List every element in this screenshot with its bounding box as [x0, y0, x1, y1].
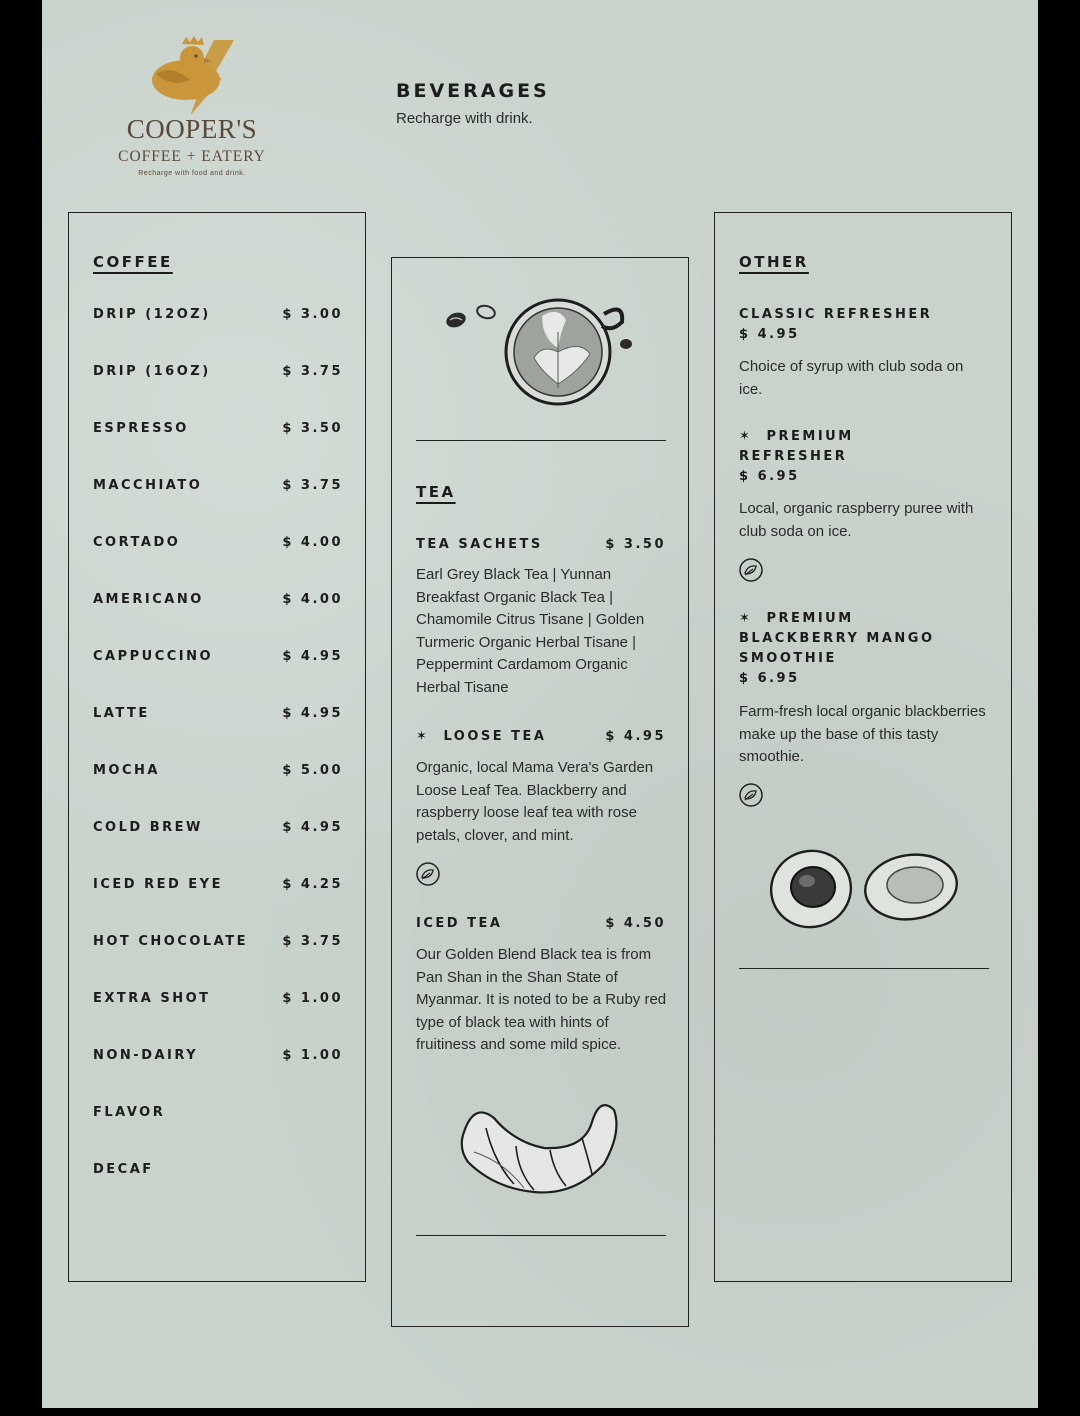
- coffee-item-price: $ 1.00: [282, 1048, 343, 1063]
- coffee-item-row: [93, 364, 343, 384]
- coffee-item-name: DRIP (12OZ): [93, 307, 211, 322]
- divider: [739, 968, 989, 969]
- page-subtitle: Recharge with drink.: [396, 110, 533, 127]
- coffee-item-row: [93, 592, 343, 612]
- other-item-price: $ 4.95: [739, 327, 800, 342]
- coffee-item-name: MACCHIATO: [93, 478, 203, 493]
- coffee-item-row: [93, 877, 343, 897]
- coffee-item-name: EXTRA SHOT: [93, 991, 211, 1006]
- tea-item-description: Our Golden Blend Black tea is from Pan Shan in the Shan State of Myanmar. It is noted to be a Ruby red type of black tea with hints of fruitiness and some mild spice.: [416, 946, 667, 1054]
- other-item-name: ✶ PREMIUM: [739, 611, 854, 626]
- coffee-item-price: $ 3.75: [282, 934, 343, 949]
- coffee-item-price: $ 4.00: [282, 592, 343, 607]
- tea-item-row: [416, 729, 666, 749]
- other-item-name: CLASSIC REFRESHER: [739, 307, 933, 322]
- coffee-section: [68, 212, 366, 1282]
- coffee-item-name: COLD BREW: [93, 820, 203, 835]
- star-icon: ✶: [416, 729, 430, 744]
- coffee-item-row: [93, 1162, 343, 1182]
- tea-item-name: TEA SACHETS: [416, 537, 543, 552]
- star-icon: ✶: [739, 611, 753, 626]
- leaf-icon: [739, 783, 763, 807]
- coffee-item-row: [93, 478, 343, 498]
- tea-item-row: [416, 537, 666, 557]
- other-item-name-line2: REFRESHER: [739, 449, 848, 464]
- coffee-item-row: [93, 991, 343, 1011]
- coffee-item-row: [93, 934, 343, 954]
- leaf-icon: [416, 862, 440, 886]
- coffee-item-row: [93, 649, 343, 669]
- brand-name: COOPER'S: [126, 114, 258, 144]
- coffee-item-row: [93, 820, 343, 840]
- croissant-illustration: [454, 1092, 624, 1202]
- coffee-item-name: DRIP (16OZ): [93, 364, 211, 379]
- coffee-item-name: ICED RED EYE: [93, 877, 223, 892]
- coffee-item-price: $ 4.95: [282, 706, 343, 721]
- coffee-item-price: $ 4.25: [282, 877, 343, 892]
- tea-item-price: $ 3.50: [605, 537, 666, 552]
- coffee-item-name: NON-DAIRY: [93, 1048, 199, 1063]
- coffee-item-price: $ 3.75: [282, 364, 343, 379]
- coffee-item-row: [93, 763, 343, 783]
- coffee-item-row: [93, 706, 343, 726]
- star-icon: ✶: [739, 429, 753, 444]
- coffee-item-row: [93, 535, 343, 555]
- coffee-item-name: DECAF: [93, 1162, 154, 1177]
- leaf-icon: [739, 558, 763, 582]
- divider: [416, 440, 666, 441]
- other-item-price: $ 6.95: [739, 469, 800, 484]
- other-item-description: Farm-fresh local organic blackberries make up the base of this tasty smoothie.: [739, 703, 986, 766]
- other-item-name: ✶ PREMIUM: [739, 429, 854, 444]
- avocado-illustration: [767, 843, 963, 933]
- other-item-price: $ 6.95: [739, 671, 800, 686]
- coffee-item-price: $ 3.00: [282, 307, 343, 322]
- coffee-item-name: CORTADO: [93, 535, 181, 550]
- other-item-description: Choice of syrup with club soda on ice.: [739, 358, 964, 398]
- divider: [416, 1235, 666, 1236]
- coffee-item-row: [93, 1105, 343, 1125]
- page-title: BEVERAGES: [396, 80, 550, 102]
- coffee-item-row: [93, 421, 343, 441]
- tea-section-title: TEA: [416, 483, 456, 501]
- coffee-item-price: $ 5.00: [282, 763, 343, 778]
- other-item-name-line2: BLACKBERRY MANGO: [739, 631, 935, 646]
- tea-item-description: Organic, local Mama Vera's Garden Loose Leaf Tea. Blackberry and raspberry loose leaf tea with rose petals, clover, and mint.: [416, 759, 654, 844]
- tea-item-row: [416, 916, 666, 936]
- other-item-name-line3: SMOOTHIE: [739, 651, 837, 666]
- bottom-border: [0, 1408, 1080, 1416]
- coffee-item-name: CAPPUCCINO: [93, 649, 214, 664]
- other-item-description: Local, organic raspberry puree with club soda on ice.: [739, 500, 974, 540]
- coffee-section-title: COFFEE: [93, 253, 173, 271]
- tea-item-price: $ 4.50: [605, 916, 666, 931]
- other-section-title: OTHER: [739, 253, 809, 271]
- tea-item-description: Earl Grey Black Tea | Yunnan Breakfast Organic Black Tea | Chamomile Citrus Tisane | Golden Turmeric Organic Herbal Tisane | Peppermint Cardamom Organic Herbal Tisane: [416, 566, 645, 696]
- coffee-item-name: HOT CHOCOLATE: [93, 934, 248, 949]
- coffee-item-name: ESPRESSO: [93, 421, 189, 436]
- coffee-item-price: $ 4.00: [282, 535, 343, 550]
- brand-logo: [102, 30, 282, 190]
- brand-subname: COFFEE + EATERY: [118, 148, 266, 165]
- latte-coffee-cup-illustration: [442, 292, 642, 412]
- coffee-item-price: $ 3.50: [282, 421, 343, 436]
- other-section: [714, 212, 1012, 1282]
- coffee-item-name: AMERICANO: [93, 592, 204, 607]
- coffee-item-price: $ 4.95: [282, 820, 343, 835]
- tea-item-name: ✶ LOOSE TEA: [416, 729, 547, 744]
- coffee-item-name: FLAVOR: [93, 1105, 166, 1120]
- tea-section: [391, 257, 689, 1327]
- coffee-item-row: [93, 307, 343, 327]
- brand-tagline: Recharge with food and drink.: [138, 170, 246, 177]
- tea-item-name: ICED TEA: [416, 916, 503, 931]
- coffee-item-name: LATTE: [93, 706, 150, 721]
- coffee-item-price: $ 1.00: [282, 991, 343, 1006]
- coffee-item-price: $ 4.95: [282, 649, 343, 664]
- coffee-item-name: MOCHA: [93, 763, 160, 778]
- coffee-item-row: [93, 1048, 343, 1068]
- tea-item-price: $ 4.95: [605, 729, 666, 744]
- coffee-item-price: $ 3.75: [282, 478, 343, 493]
- bird-lightning-icon: [142, 34, 242, 114]
